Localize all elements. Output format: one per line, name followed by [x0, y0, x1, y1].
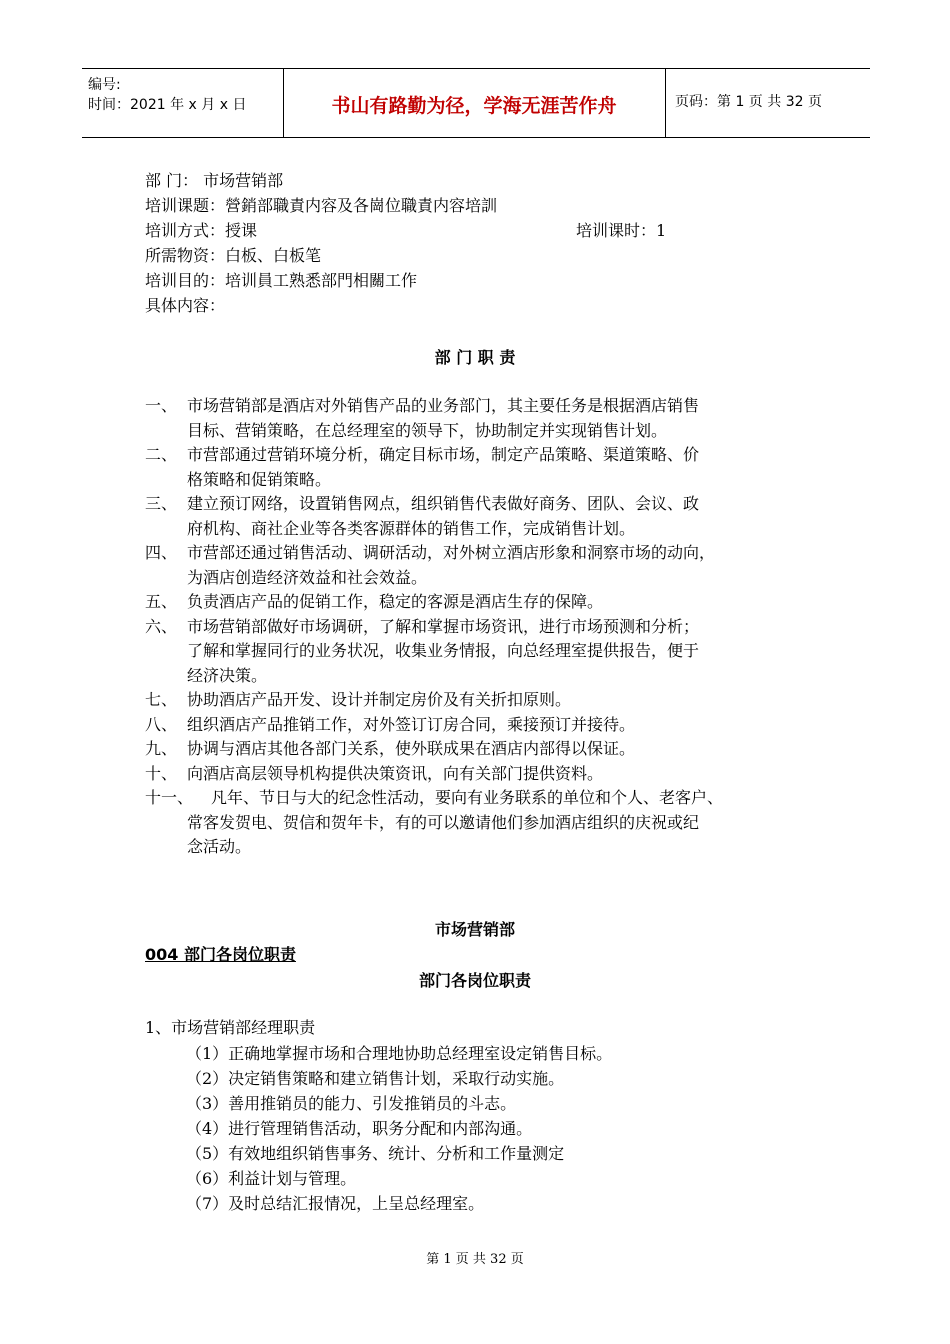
duty-text: 市营部通过营销环境分析，确定目标市场，制定产品策略、渠道策略、价 [187, 445, 700, 464]
duty-number: 四、 [145, 543, 178, 562]
duty-text: 市营部还通过销售活动、调研活动，对外树立酒店形象和洞察市场的动向， [187, 543, 716, 562]
duty-number: 七、 [145, 690, 178, 709]
duty-number: 六、 [145, 616, 178, 636]
info-topic: 培训课题：營銷部職責内容及各崗位職責内容培訓 [145, 196, 498, 215]
page-header [82, 68, 870, 138]
section-subtitle: 部门各岗位职责 [418, 971, 531, 990]
duty-line [145, 713, 825, 738]
duty-line [145, 590, 825, 615]
duty-item [145, 688, 825, 713]
duty-text: 向酒店高层领导机构提供决策资讯，向有关部门提供资料。 [187, 763, 604, 783]
role-duty-item: （5）有效地组织销售事务、统计、分析和工作量测定 [186, 1144, 565, 1163]
time-label: 时间：2021 年 x 月 x 日 [88, 97, 247, 113]
section-link[interactable]: 004 部门各岗位职责 [145, 945, 296, 964]
role-duty-item: （6）利益计划与管理。 [186, 1169, 357, 1188]
duty-number: 八、 [145, 714, 178, 734]
role-duty-item: （4）进行管理销售活动，职务分配和内部沟通。 [186, 1119, 533, 1138]
info-method: 培训方式：授课 [145, 221, 258, 240]
duty-line [145, 762, 825, 787]
duty-text: 市场营销部做好市场调研，了解和掌握市场资讯，进行市场预测和分析； [187, 616, 700, 636]
duty-line [145, 394, 825, 419]
duty-item [145, 615, 825, 689]
section-dept-title: 市场营销部 [434, 920, 515, 939]
info-content: 具体内容： [145, 296, 226, 315]
role-duty-item: （3）善用推销员的能力、引发推销员的斗志。 [186, 1094, 517, 1113]
duty-text: 协调与酒店其他各部门关系，使外联成果在酒店内部得以保证。 [187, 739, 636, 758]
duty-item [145, 762, 825, 787]
duty-item [145, 541, 825, 590]
duty-line: 格策略和促销策略。 [187, 469, 332, 489]
info-hours: 培训课时：1 [576, 221, 667, 240]
duty-item [145, 443, 825, 492]
role-title: 1、市场营销部经理职责 [145, 1018, 316, 1037]
header-motto: 书山有路勤为径，学海无涯苦作舟 [331, 95, 617, 117]
role-duty-item: （7）及时总结汇报情况，上呈总经理室。 [186, 1194, 485, 1213]
duty-text: 市场营销部是酒店对外销售产品的业务部门，其主要任务是根据酒店销售 [187, 396, 700, 415]
duty-item [145, 737, 825, 762]
number-label: 编号: [88, 77, 121, 93]
duty-number: 十一、 [145, 788, 194, 807]
duty-line [145, 615, 825, 640]
info-dept: 部 门： 市场营销部 [145, 171, 284, 190]
duty-line: 念活动。 [187, 837, 252, 856]
duty-item [145, 713, 825, 738]
duty-number: 九、 [145, 739, 178, 758]
duty-line [145, 492, 825, 517]
info-materials: 所需物资：白板、白板笔 [145, 246, 322, 265]
duty-line: 目标、营销策略，在总经理室的领导下，协助制定并实现销售计划。 [187, 420, 668, 440]
role-duties-list [186, 1041, 612, 1216]
duty-number: 三、 [145, 494, 178, 513]
duty-number: 五、 [145, 592, 178, 611]
duty-line [145, 688, 825, 713]
duties-list [145, 394, 825, 860]
page-footer: 第 1 页 共 32 页 [426, 1252, 524, 1267]
duty-item [145, 394, 825, 443]
duties-title: 部 门 职 责 [434, 348, 516, 367]
duty-text: 负责酒店产品的促销工作，稳定的客源是酒店生存的保障。 [187, 592, 604, 611]
duty-line: 常客发贺电、贺信和贺年卡，有的可以邀请他们参加酒店组织的庆祝或纪 [187, 812, 700, 832]
duty-item [145, 492, 825, 541]
info-purpose: 培训目的：培训員工熟悉部門相關工作 [145, 271, 418, 290]
duty-line [145, 786, 825, 811]
duty-line: 经济决策。 [187, 665, 268, 685]
duty-line [145, 443, 825, 468]
duty-text: 建立预订网络，设置销售网点，组织销售代表做好商务、团队、会议、政 [187, 494, 700, 513]
duty-text: 凡年、节日与大的纪念性活动，要向有业务联系的单位和个人、老客户、 [211, 788, 724, 807]
duty-text: 协助酒店产品开发、设计并制定房价及有关折扣原则。 [187, 690, 572, 709]
duty-item [145, 590, 825, 615]
duty-line: 府机构、商社企业等各类客源群体的销售工作，完成销售计划。 [187, 518, 636, 538]
duty-number: 一、 [145, 396, 178, 415]
duty-number: 二、 [145, 445, 178, 464]
header-meta [88, 75, 283, 115]
duty-line: 为酒店创造经济效益和社会效益。 [187, 567, 428, 587]
duty-line: 了解和掌握同行的业务状况，收集业务情报，向总经理室提供报告，便于 [187, 641, 700, 660]
role-duty-item: （2）决定销售策略和建立销售计划，采取行动实施。 [186, 1069, 565, 1088]
duty-line [145, 541, 825, 566]
duty-number: 十、 [145, 763, 178, 783]
role-duty-item: （1）正确地掌握市场和合理地协助总经理室设定销售目标。 [186, 1044, 613, 1063]
header-page-info: 页码：第 1 页 共 32 页 [675, 94, 822, 110]
duty-line [145, 737, 825, 762]
duty-item [145, 786, 825, 860]
duty-text: 组织酒店产品推销工作，对外签订订房合同，乘接预订并接待。 [187, 714, 636, 734]
